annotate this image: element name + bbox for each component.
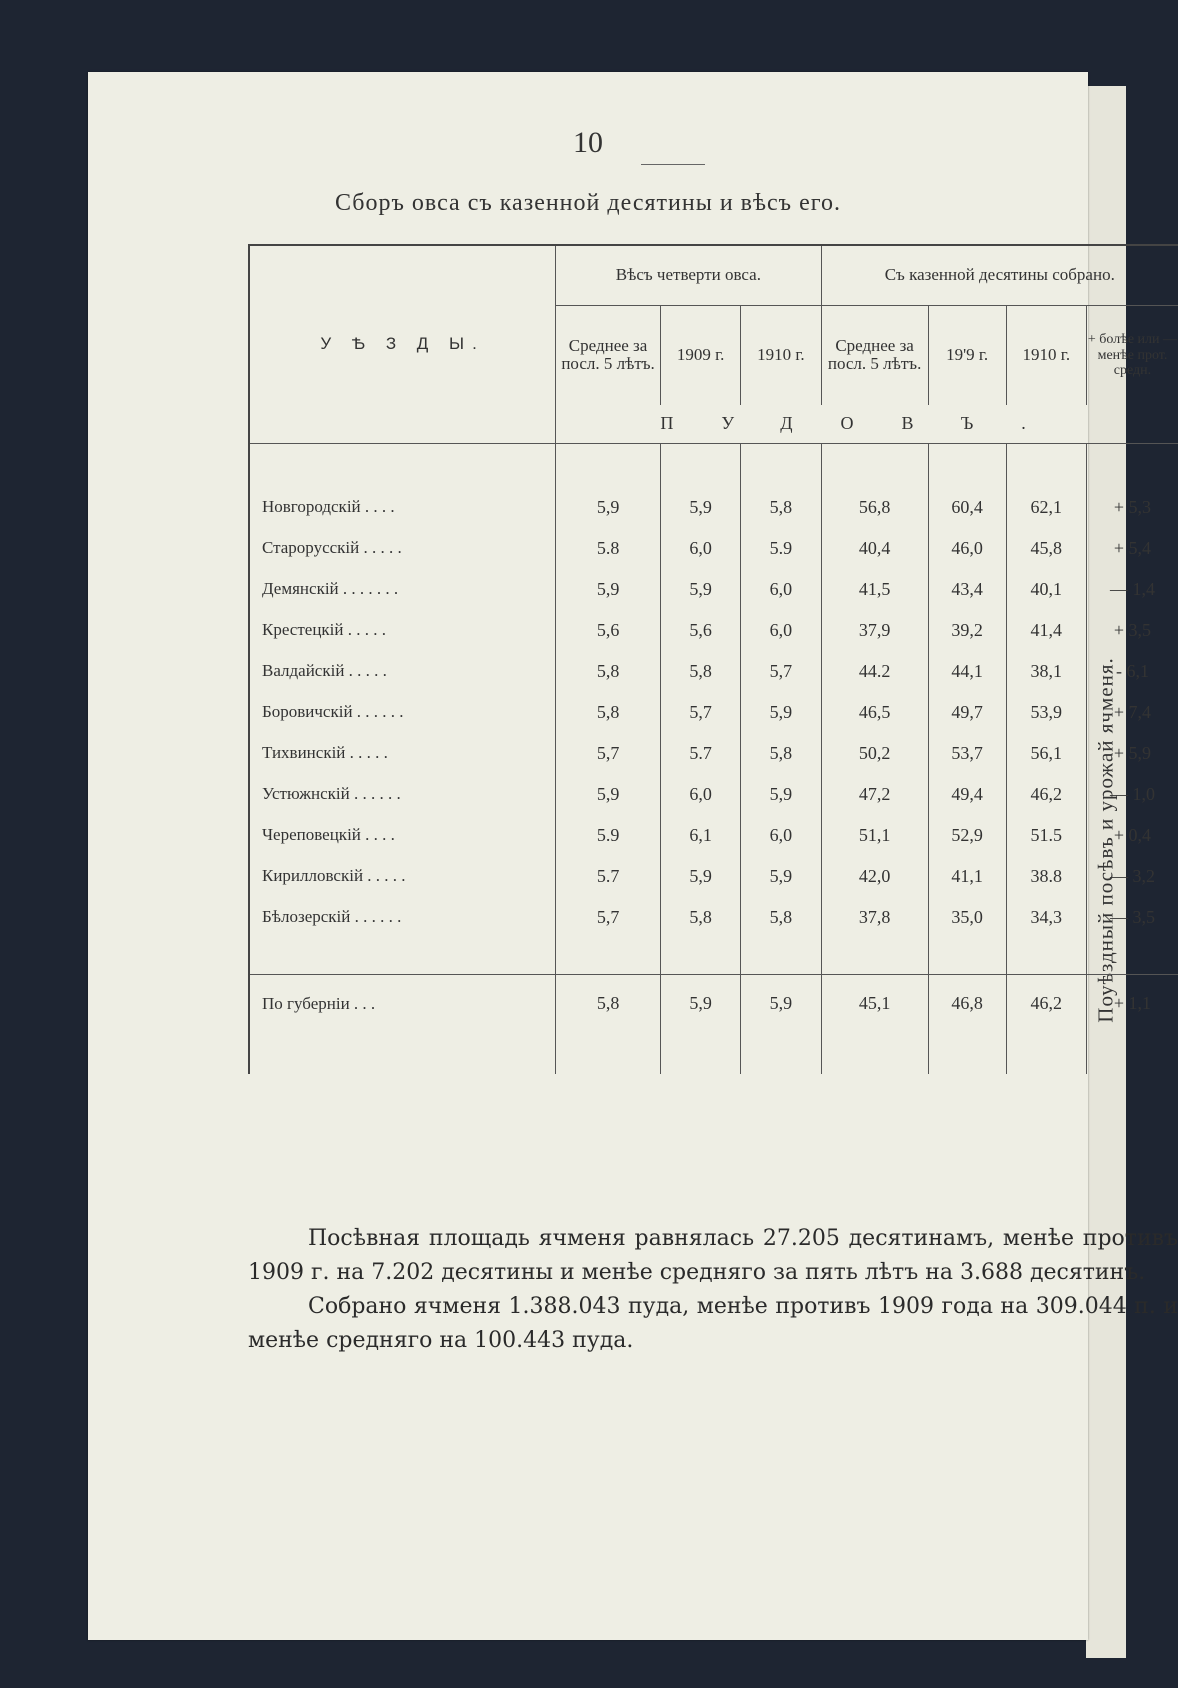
cell-w-1910: 6,0 [741,569,821,610]
cell-w-1910: 5,9 [741,692,821,733]
cell-y-1910: 56,1 [1006,733,1086,774]
cell-y-avg: 42,0 [821,856,928,897]
total-w-1909: 5,9 [660,974,740,1034]
cell-w-1909: 5,7 [660,692,740,733]
cell-y-avg: 47,2 [821,774,928,815]
page-number-ornament [641,164,705,169]
cell-y-1910: 34,3 [1006,897,1086,938]
spacer-row-bottom [249,938,1178,974]
table-row [249,774,1178,815]
cell-y-1909: 44,1 [928,651,1006,692]
cell-y-1910: 38,1 [1006,651,1086,692]
district-name: Валдайскій . . . . . [249,651,556,692]
cell-w-1910: 5,7 [741,651,821,692]
table-row [249,610,1178,651]
district-name: Бѣлозерскій . . . . . . [249,897,556,938]
table-row [249,733,1178,774]
cell-y-1910: 46,2 [1006,774,1086,815]
cell-y-avg: 37,8 [821,897,928,938]
cell-y-avg: 46,5 [821,692,928,733]
cell-w-1909: 5,9 [660,569,740,610]
cell-y-1909: 35,0 [928,897,1006,938]
column-group-yield: Съ казенной десятины собрано. [821,245,1178,305]
cell-w-avg: 5,9 [556,569,661,610]
total-row [249,974,1178,1034]
cell-w-1910: 5,8 [741,487,821,528]
cell-y-1909: 52,9 [928,815,1006,856]
cell-w-1909: 5.7 [660,733,740,774]
column-group-weight: Вѣсъ четверти овса. [556,245,821,305]
table-row [249,528,1178,569]
cell-y-avg: 44.2 [821,651,928,692]
cell-w-1909: 5,8 [660,651,740,692]
cell-w-1910: 5.9 [741,528,821,569]
cell-y-1910: 41,4 [1006,610,1086,651]
total-w-avg: 5,8 [556,974,661,1034]
cell-w-1909: 6,0 [660,774,740,815]
district-name: Старорусскій . . . . . [249,528,556,569]
cell-w-avg: 5.9 [556,815,661,856]
running-side-title: Поуѣздный посѣвъ и урожай ячменя. [1093,657,1118,1023]
district-name: Кирилловскій . . . . . [249,856,556,897]
cell-w-1909: 5,6 [660,610,740,651]
cell-w-avg: 5.8 [556,528,661,569]
cell-w-1910: 5,8 [741,897,821,938]
spacer-row-end [249,1034,1178,1074]
cell-diff: + 7,4 [1086,692,1178,733]
paragraph-harvest: Собрано ячменя 1.388.043 пуда, менѣе противъ 1909 года на 309.044 п. и менѣе средняго на 100.443 пуда. [248,1294,1178,1353]
cell-y-avg: 50,2 [821,733,928,774]
cell-w-avg: 5,7 [556,897,661,938]
oats-table [248,244,1178,1074]
cell-w-avg: 5.7 [556,856,661,897]
total-diff: + 1,1 [1086,974,1178,1034]
cell-w-1910: 6,0 [741,610,821,651]
district-name: Новгородскій . . . . [249,487,556,528]
cell-diff: + 3,5 [1086,610,1178,651]
cell-y-1909: 53,7 [928,733,1006,774]
units-label: ПУДОВЪ. [556,405,1178,443]
paragraph-sown-area: Посѣвная площадь ячменя равнялась 27.205 десятинамъ, менѣе противъ 1909 г. на 7.202 десятины и менѣе средняго за пять лѣтъ на 3.688 десятинъ. [248,1226,1178,1285]
table-body [249,487,1178,938]
column-header-district: У Ѣ З Д Ы. [249,245,556,443]
header-row-groups [249,245,1178,305]
cell-w-1910: 6,0 [741,815,821,856]
cell-w-1910: 5,9 [741,774,821,815]
cell-y-1909: 39,2 [928,610,1006,651]
district-name: Крестецкій . . . . . [249,610,556,651]
cell-w-1910: 5,8 [741,733,821,774]
cell-w-1909: 6,1 [660,815,740,856]
page-title: Сборъ овса съ казенной десятины и вѣсъ его. [334,190,841,216]
column-header-yield-avg: Среднее за посл. 5 лѣтъ. [821,305,928,405]
cell-w-avg: 5,9 [556,774,661,815]
cell-y-avg: 40,4 [821,528,928,569]
cell-diff: — 3,5 [1086,897,1178,938]
table-row [249,569,1178,610]
cell-y-1909: 60,4 [928,487,1006,528]
cell-y-1909: 49,4 [928,774,1006,815]
body-text [248,1222,1178,1358]
column-header-yield-1909: 19'9 г. [928,305,1006,405]
table-row [249,487,1178,528]
cell-w-avg: 5,9 [556,487,661,528]
cell-w-1909: 5,9 [660,487,740,528]
cell-diff: — 1,4 [1086,569,1178,610]
cell-y-1910: 51.5 [1006,815,1086,856]
cell-y-1910: 45,8 [1006,528,1086,569]
district-name: Боровичскій . . . . . . [249,692,556,733]
column-header-yield-1910: 1910 г. [1006,305,1086,405]
cell-diff: + 0,4 [1086,815,1178,856]
table-row [249,856,1178,897]
district-name: Череповецкій . . . . [249,815,556,856]
total-w-1910: 5,9 [741,974,821,1034]
page-number: 10 [573,126,603,159]
total-y-avg: 45,1 [821,974,928,1034]
cell-y-1909: 43,4 [928,569,1006,610]
total-y-1909: 46,8 [928,974,1006,1034]
cell-diff: + 5,4 [1086,528,1178,569]
cell-diff: + 5,3 [1086,487,1178,528]
cell-y-avg: 56,8 [821,487,928,528]
district-name: Тихвинскій . . . . . [249,733,556,774]
cell-y-1910: 38.8 [1006,856,1086,897]
cell-y-1910: 40,1 [1006,569,1086,610]
column-header-difference: + болѣе или —менѣе прот. средн. [1086,305,1178,405]
total-name: По губерніи . . . [249,974,556,1034]
table-row [249,651,1178,692]
cell-w-1909: 5,8 [660,897,740,938]
column-header-weight-1909: 1909 г. [660,305,740,405]
cell-y-1909: 46,0 [928,528,1006,569]
cell-w-avg: 5,6 [556,610,661,651]
cell-w-1909: 6,0 [660,528,740,569]
cell-y-1909: 41,1 [928,856,1006,897]
cell-w-1910: 5,9 [741,856,821,897]
table-row [249,692,1178,733]
spacer-row [249,443,1178,487]
table-row [249,815,1178,856]
column-header-weight-1910: 1910 г. [741,305,821,405]
cell-y-1910: 53,9 [1006,692,1086,733]
cell-diff: - 6,1 [1086,651,1178,692]
cell-y-avg: 41,5 [821,569,928,610]
cell-diff: + 5,9 [1086,733,1178,774]
column-header-weight-avg: Среднее за посл. 5 лѣтъ. [556,305,661,405]
cell-diff: — 1,0 [1086,774,1178,815]
cell-y-1910: 62,1 [1006,487,1086,528]
district-name: Устюжнскій . . . . . . [249,774,556,815]
total-y-1910: 46,2 [1006,974,1086,1034]
cell-w-1909: 5,9 [660,856,740,897]
district-name: Демянскій . . . . . . . [249,569,556,610]
cell-y-avg: 37,9 [821,610,928,651]
cell-w-avg: 5,8 [556,651,661,692]
cell-w-avg: 5,7 [556,733,661,774]
cell-y-1909: 49,7 [928,692,1006,733]
cell-y-avg: 51,1 [821,815,928,856]
cell-w-avg: 5,8 [556,692,661,733]
cell-diff: — 3,2 [1086,856,1178,897]
table-row [249,897,1178,938]
